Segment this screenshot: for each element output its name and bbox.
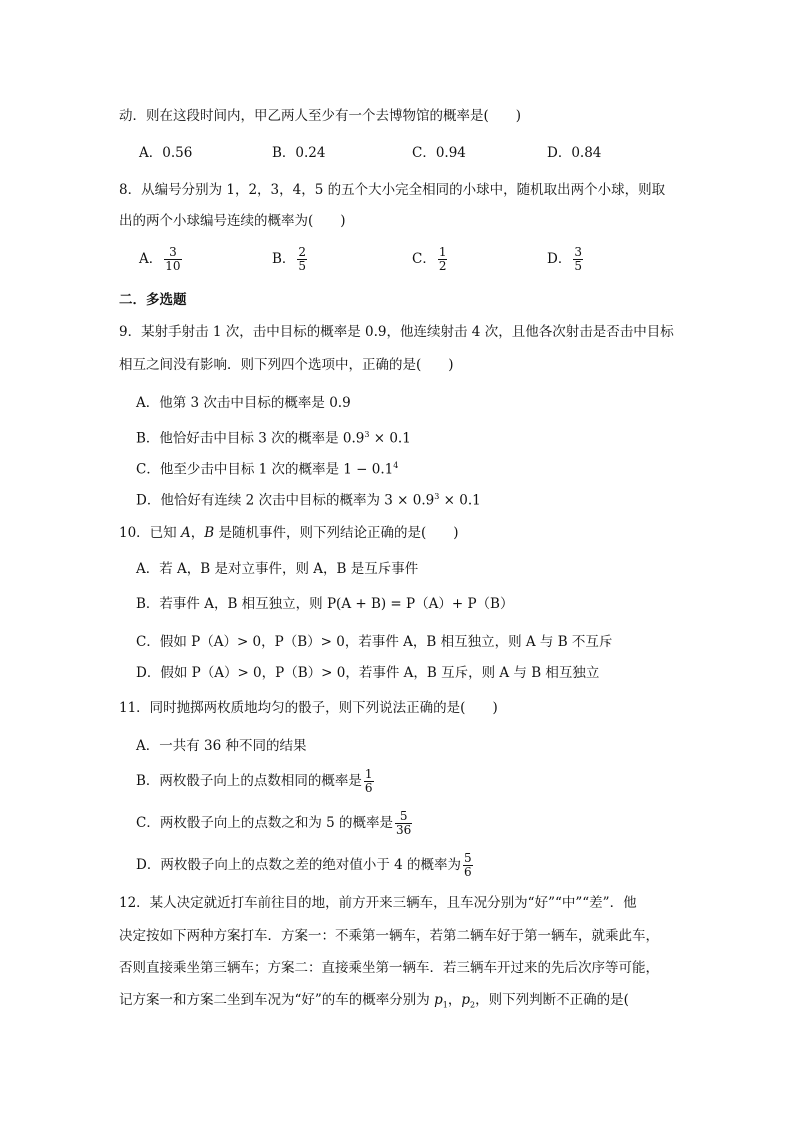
q12-lead: 记方案一和方案二坐到车况为“好”的车的概率分别为: [119, 992, 435, 1008]
q8-text-line1: 8．从编号分别为 1，2，3，4，5 的五个大小完全相同的小球中，随机取出两个小球，则取: [119, 182, 666, 198]
option-label: A．: [139, 251, 163, 267]
exponent: 3: [434, 492, 440, 501]
q10-lead: 10．已知: [119, 525, 181, 541]
q8-option-d: [547, 246, 585, 273]
q12-text-line4: [119, 990, 629, 1016]
fraction-denominator: 6: [464, 865, 472, 879]
fraction: [395, 810, 412, 837]
option-label: D．: [547, 251, 572, 267]
fraction: [364, 768, 374, 795]
q9-option-c: [136, 456, 398, 480]
q9-text-line1: 9．某射手射击 1 次，击中目标的概率是 0.9，他连续射击 4 次，且他各次射击是否击中目标: [119, 324, 674, 340]
fraction-numerator: 1: [438, 245, 447, 259]
q8-option-c: [412, 246, 449, 273]
q12-text-line3: 否则直接乘坐第三辆车；方案二：直接乘坐第一辆车．若三辆车开过来的先后次序等可能，: [119, 960, 659, 976]
q7-option-d: D．0.84: [547, 145, 602, 161]
option-label: C．: [412, 251, 436, 267]
fraction: [463, 852, 473, 879]
p2-symbol: p: [461, 992, 471, 1008]
fraction-denominator: 2: [438, 259, 447, 273]
q11-option-c: [136, 810, 414, 837]
q11-option-d: [136, 852, 475, 879]
fraction-denominator: 6: [364, 781, 373, 795]
q7-text: 动．则在这段时间内，甲乙两人至少有一个去博物馆的概率是( ): [119, 108, 522, 124]
fraction: [297, 246, 307, 273]
fraction-denominator: 36: [396, 823, 412, 837]
event-b: B: [204, 525, 215, 541]
option-text: D．他恰好有连续 2 次击中目标的概率为 3 × 0.9: [136, 492, 435, 509]
q8-option-b: [272, 246, 309, 273]
q9-option-d: [136, 487, 481, 511]
q9-option-b: [136, 425, 411, 449]
fraction-numerator: 5: [399, 809, 408, 823]
q11-text-line1: 11．同时抛掷两枚质地均匀的骰子，则下列说法正确的是( ): [119, 700, 498, 716]
q12-text-line1: 12．某人决定就近打车前往目的地，前方开来三辆车，且车况分别为“好”“中”“差”．他: [119, 895, 637, 911]
fraction-denominator: 5: [298, 259, 307, 273]
option-text: C．他至少击中目标 1 次的概率是 1 − 0.1: [136, 461, 394, 478]
q9-text-line2: 相互之间没有影响．则下列四个选项中，正确的是( ): [119, 357, 454, 373]
q7-option-c: C．0.94: [412, 145, 466, 161]
exponent: 3: [364, 430, 370, 439]
q9-option-a: A．他第 3 次击中目标的概率是 0.9: [136, 395, 351, 411]
q10-rest: 是随机事件，则下列结论正确的是( ): [214, 525, 459, 541]
fraction-numerator: 3: [574, 245, 582, 259]
q8-option-a: [139, 246, 184, 273]
q12-text-line2: 决定按如下两种方案打车．方案一：不乘第一辆车，若第二辆车好于第一辆车，就乘此车，: [119, 928, 659, 944]
comma: ，: [190, 525, 205, 541]
section-heading: 二．多选题: [119, 292, 187, 308]
option-text-tail: × 0.1: [439, 492, 481, 509]
event-a: A: [180, 525, 191, 541]
p1-symbol: p: [434, 992, 443, 1008]
option-text: C．两枚骰子向上的点数之和为 5 的概率是: [136, 815, 394, 831]
p1-subscript: 1: [442, 1000, 448, 1010]
option-text: D．两枚骰子向上的点数之差的绝对值小于 4 的概率为: [136, 857, 461, 873]
q10-option-b: B．若事件 A，B 相互独立，则 P(A + B) = P（A）+ P（B）: [136, 596, 514, 612]
fraction-denominator: 5: [574, 259, 582, 273]
q7-option-b: B．0.24: [272, 145, 326, 161]
fraction-numerator: 5: [464, 851, 472, 865]
p2-subscript: 2: [470, 1000, 476, 1010]
option-text-tail: × 0.1: [369, 430, 411, 447]
option-text: B．两枚骰子向上的点数相同的概率是: [136, 773, 362, 789]
fraction: [438, 246, 448, 273]
q8-text-line2: 出的两个小球编号连续的概率为( ): [119, 213, 346, 229]
q10-text-line1: [119, 523, 458, 543]
fraction-numerator: 1: [364, 767, 373, 781]
fraction: [164, 246, 181, 273]
exponent: 4: [393, 461, 399, 470]
q7-option-a: A．0.56: [139, 145, 193, 161]
q11-option-b: [136, 768, 376, 795]
q12-rest: ，则下列判断不正确的是(: [475, 992, 629, 1008]
fraction-denominator: 10: [165, 259, 181, 273]
q10-option-a: A．若 A，B 是对立事件，则 A，B 是互斥事件: [136, 561, 419, 577]
option-text: B．他恰好击中目标 3 次的概率是 0.9: [136, 430, 365, 447]
q10-option-d: D．假如 P（A）> 0，P（B）> 0，若事件 A，B 互斥，则 A 与 B 相互独立: [136, 665, 600, 681]
fraction-numerator: 2: [298, 245, 307, 259]
fraction: [573, 246, 583, 273]
fraction-numerator: 3: [169, 245, 177, 259]
q11-option-a: A．一共有 36 种不同的结果: [136, 738, 307, 754]
option-label: B．: [272, 251, 296, 267]
separator: ，: [447, 992, 462, 1008]
q10-option-c: C．假如 P（A）> 0，P（B）> 0，若事件 A，B 相互独立，则 A 与 B 不互斥: [136, 634, 613, 650]
